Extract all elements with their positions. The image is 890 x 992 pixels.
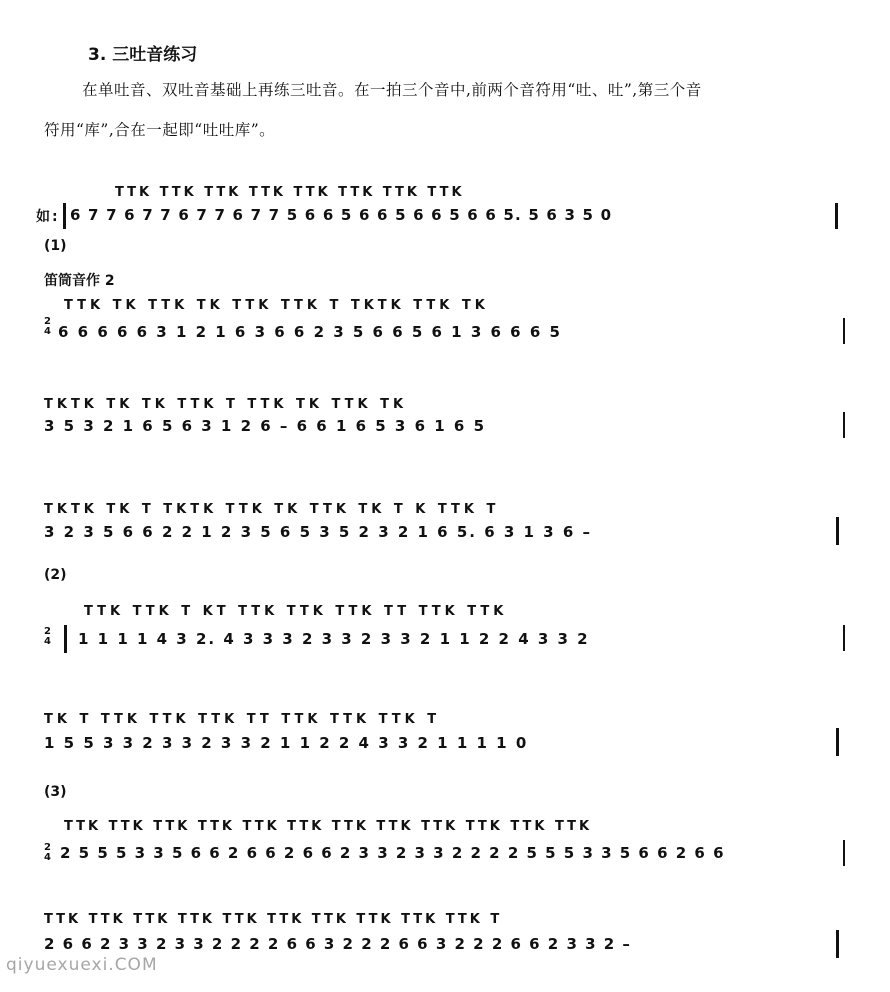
barline bbox=[843, 840, 845, 866]
final-barline bbox=[835, 203, 838, 229]
exercise-2-row-2-tongue: TK T TTK TTK TTK TT TTK TTK TTK T bbox=[44, 712, 441, 727]
barline bbox=[843, 318, 845, 344]
exercise-1-time-signature: 2 4 bbox=[44, 316, 51, 337]
barline bbox=[843, 625, 845, 651]
final-barline bbox=[836, 930, 839, 958]
exercise-1-subtitle: 笛筒音作 2 bbox=[44, 273, 115, 289]
watermark: qiyuexuexi.COM bbox=[6, 955, 158, 975]
exercise-1-row-2-notes: 3 5 3 2 1 6 5 6 3 1 2 6 – 6 6 1 6 5 3 6 1 6 5 bbox=[44, 417, 487, 435]
example-tongue-marks: TTK TTK TTK TTK TTK TTK TTK TTK bbox=[115, 185, 465, 200]
exercise-1-row-1-notes: 6 6 6 6 6 3 1 2 1 6 3 6 6 2 3 5 6 6 5 6 1 3 6 6 6 5 bbox=[58, 323, 562, 341]
exercise-3-row-2-notes: 2 6 6 2 3 3 2 3 3 2 2 2 2 6 6 3 2 2 2 6 6 3 2 2 2 6 6 2 3 3 2 – bbox=[44, 935, 632, 953]
exercise-2-row-1-tongue: TTK TTK T KT TTK TTK TTK TT TTK TTK bbox=[84, 604, 508, 619]
example-prefix: 如: bbox=[36, 209, 60, 225]
exercise-1-number: (1) bbox=[44, 238, 67, 254]
exercise-3-number: (3) bbox=[44, 784, 67, 800]
exercise-1-row-1-tongue: TTK TK TTK TK TTK TTK T TKTK TTK TK bbox=[64, 298, 489, 313]
exercise-1-row-2-tongue: TKTK TK TK TTK T TTK TK TTK TK bbox=[44, 397, 408, 412]
exercise-1-row-3-tongue: TKTK TK T TKTK TTK TK TTK TK T K TTK T bbox=[44, 502, 500, 517]
intro-paragraph-line-1: 在单吐音、双吐音基础上再练三吐音。在一拍三个音中,前两个音符用“吐、吐”,第三个音 bbox=[82, 81, 702, 99]
barline bbox=[843, 412, 845, 438]
section-title: 3. 三吐音练习 bbox=[88, 45, 198, 65]
exercise-3-time-signature: 2 4 bbox=[44, 842, 51, 863]
exercise-3-row-2-tongue: TTK TTK TTK TTK TTK TTK TTK TTK TTK TTK T bbox=[44, 912, 503, 927]
exercise-2-time-signature: 2 4 bbox=[44, 626, 51, 647]
exercise-2-number: (2) bbox=[44, 567, 67, 583]
example-notes: 6 7 7 6 7 7 6 7 7 6 7 7 5 6 6 5 6 6 5 6 6 5 6 6 5. 5 6 3 5 0 bbox=[70, 206, 613, 224]
exercise-2-row-1-notes: 1 1 1 1 4 3 2. 4 3 3 3 2 3 3 2 3 3 2 1 1 2 2 4 3 3 2 bbox=[78, 630, 590, 648]
exercise-3-row-1-notes: 2 5 5 5 3 3 5 6 6 2 6 6 2 6 6 2 3 3 2 3 3 2 2 2 2 5 5 5 3 3 5 6 6 2 6 6 bbox=[60, 844, 726, 862]
repeat-barline bbox=[64, 625, 67, 653]
exercise-3-row-1-tongue: TTK TTK TTK TTK TTK TTK TTK TTK TTK TTK TTK TTK bbox=[64, 819, 593, 834]
exercise-2-row-2-notes: 1 5 5 3 3 2 3 3 2 3 3 2 1 1 2 2 4 3 3 2 1 1 1 1 0 bbox=[44, 734, 529, 752]
final-barline bbox=[836, 517, 839, 545]
repeat-barline bbox=[63, 203, 66, 229]
final-barline bbox=[836, 728, 839, 756]
intro-paragraph-line-2: 符用“库”,合在一起即“吐吐库”。 bbox=[44, 121, 276, 139]
exercise-1-row-3-notes: 3 2 3 5 6 6 2 2 1 2 3 5 6 5 3 5 2 3 2 1 6 5. 6 3 1 3 6 – bbox=[44, 523, 592, 541]
